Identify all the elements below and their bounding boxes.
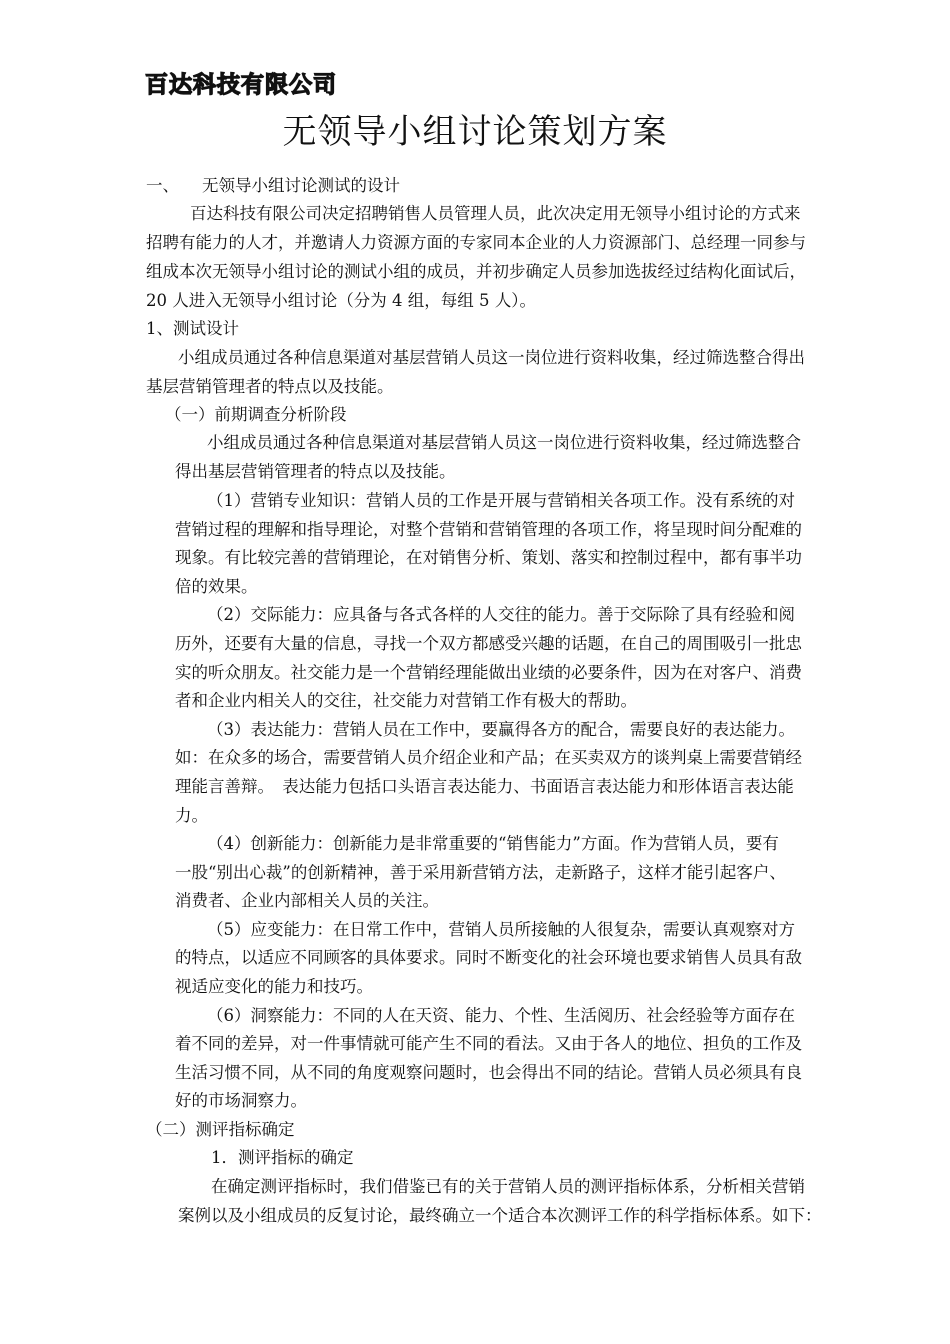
ability-line: 的特点，以适应不同顾客的具体要求。同时不断变化的社会环境也要求销售人员具有敌 — [175, 948, 802, 967]
test-design-heading: 1、测试设计 — [146, 319, 239, 338]
intro-line: 百达科技有限公司决定招聘销售人员管理人员，此次决定用无领导小组讨论的方式来 — [190, 204, 801, 223]
ability-line: 着不同的差异，对一件事情就可能产生不同的看法。又由于各人的地位、担负的工作及 — [175, 1034, 802, 1053]
test-design-line: 小组成员通过各种信息渠道对基层营销人员这一岗位进行资料收集，经过筛选整合得出 — [178, 348, 805, 367]
ability-line: （6）洞察能力：不同的人在天资、能力、个性、生活阅历、社会经验等方面存在 — [207, 1006, 795, 1025]
section1-number: 一、 — [146, 176, 179, 195]
ability-line: 倍的效果。 — [175, 577, 258, 596]
intro-line: 招聘有能力的人才，并邀请人力资源方面的专家同本企业的人力资源部门、总经理一同参与 — [146, 233, 806, 252]
phase1-line: 小组成员通过各种信息渠道对基层营销人员这一岗位进行资料收集，经过筛选整合 — [207, 433, 801, 452]
ability-line: 如：在众多的场合，需要营销人员介绍企业和产品；在买卖双方的谈判桌上需要营销经 — [175, 748, 802, 767]
ability-line: 力。 — [175, 806, 208, 825]
ability-line: （1）营销专业知识：营销人员的工作是开展与营销相关各项工作。没有系统的对 — [207, 491, 795, 510]
ability-line: 历外，还要有大量的信息，寻找一个双方都感受兴趣的话题，在自己的周围吸引一批忠 — [175, 634, 802, 653]
ability-line: 好的市场洞察力。 — [175, 1091, 307, 1110]
phase2-heading: （二）测评指标确定 — [146, 1120, 295, 1139]
test-design-line: 基层营销管理者的特点以及技能。 — [146, 377, 394, 396]
ability-line: 营销过程的理解和指导理论，对整个营销和营销管理的各项工作，将呈现时间分配难的 — [175, 520, 802, 539]
ability-line: 一股“别出心裁”的创新精神，善于采用新营销方法，走新路子，这样才能引起客户、 — [175, 863, 786, 882]
ability-line: （3）表达能力：营销人员在工作中，要赢得各方的配合，需要良好的表达能力。 — [207, 720, 795, 739]
company-logo-text: 百达科技有限公司 — [145, 72, 337, 98]
ability-line: 者和企业内相关人的交往，社交能力对营销工作有极大的帮助。 — [175, 691, 637, 710]
ability-line: 生活习惯不同，从不同的角度观察问题时，也会得出不同的结论。营销人员必须具有良 — [175, 1063, 802, 1082]
ability-line: 实的听众朋友。社交能力是一个营销经理能做出业绩的必要条件，因为在对客户、消费 — [175, 663, 802, 682]
page-title: 无领导小组讨论策划方案 — [282, 112, 668, 152]
phase1-line: 得出基层营销管理者的特点以及技能。 — [175, 462, 456, 481]
intro-line: 20 人进入无领导小组讨论（分为 4 组，每组 5 人）。 — [146, 291, 536, 310]
phase2-sub-heading: 1．测评指标的确定 — [211, 1148, 354, 1167]
phase2-line: 案例以及小组成员的反复讨论，最终确立一个适合本次测评工作的科学指标体系。如下： — [178, 1206, 822, 1225]
ability-line: （2）交际能力：应具备与各式各样的人交往的能力。善于交际除了具有经验和阅 — [207, 605, 795, 624]
phase2-line: 在确定测评指标时，我们借鉴已有的关于营销人员的测评指标体系，分析相关营销 — [211, 1177, 805, 1196]
ability-line: （5）应变能力：在日常工作中，营销人员所接触的人很复杂，需要认真观察对方 — [207, 920, 795, 939]
phase1-heading: （一）前期调查分析阶段 — [165, 405, 347, 424]
ability-line: 现象。有比较完善的营销理论，在对销售分析、策划、落实和控制过程中，都有事半功 — [175, 548, 802, 567]
intro-line: 组成本次无领导小组讨论的测试小组的成员，并初步确定人员参加选拔经过结构化面试后， — [146, 262, 806, 281]
ability-line: （4）创新能力：创新能力是非常重要的“销售能力”方面。作为营销人员，要有 — [207, 834, 779, 853]
section1-heading: 无领导小组讨论测试的设计 — [202, 176, 400, 195]
ability-line: 视适应变化的能力和技巧。 — [175, 977, 373, 996]
ability-line: 理能言善辩。 表达能力包括口头语言表达能力、书面语言表达能力和形体语言表达能 — [175, 777, 794, 796]
ability-line: 消费者、企业内部相关人员的关注。 — [175, 891, 439, 910]
